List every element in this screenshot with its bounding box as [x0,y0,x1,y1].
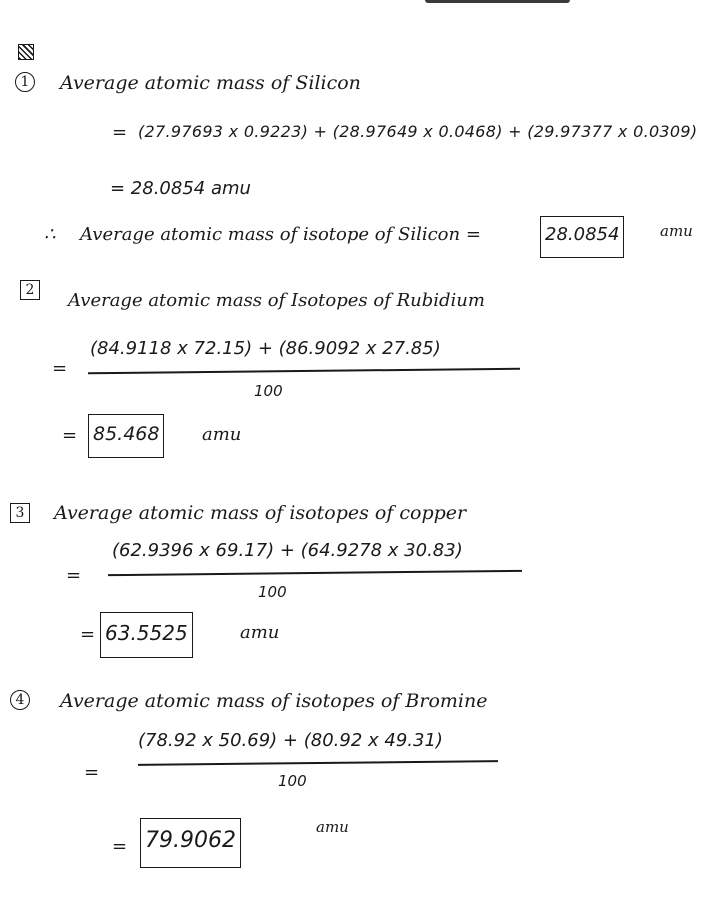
equals-sign: = [112,122,128,143]
unit: amu [240,622,280,643]
fraction-bar [88,368,520,374]
unit: amu [316,818,349,836]
denominator: 100 [258,583,287,601]
problem-title: Average atomic mass of isotopes of Bromine [60,690,488,712]
fraction-bar [138,760,498,765]
equals-sign-result: = [112,836,128,857]
denominator: 100 [278,772,307,790]
equals-sign: = [66,565,82,586]
numerator: (62.9396 x 69.17) + (64.9278 x 30.83) [112,540,463,561]
fraction-bar [108,570,522,576]
answer-box: 28.0854 [540,216,624,258]
equals-sign-result: = [62,425,78,446]
answer-box: 79.9062 [140,818,241,868]
equals-sign-result: = [80,624,96,645]
problem-number-circle: 1 [15,72,35,92]
problem-title: Average atomic mass of Silicon [60,72,361,94]
hatched-square-icon [18,44,34,60]
page-edge-artifact [425,0,570,3]
problem-number-box: 2 [20,280,40,300]
problem-number-circle: 4 [10,690,30,710]
numerator: (78.92 x 50.69) + (80.92 x 49.31) [138,730,443,751]
problem-title: Average atomic mass of Isotopes of Rubidium [68,290,485,311]
problem-title: Average atomic mass of isotopes of copper [54,502,467,524]
answer-box: 85.468 [88,414,164,458]
unit: amu [660,222,693,240]
equals-sign: = [84,762,100,783]
result-line: = 28.0854 amu [110,178,251,199]
therefore-symbol: ∴ [44,224,56,245]
expression: (27.97693 x 0.9223) + (28.97649 x 0.0468) + (29.97377 x 0.0309) [138,122,698,141]
answer-box: 63.5525 [100,612,193,658]
conclusion-text: Average atomic mass of isotope of Silicon = [80,224,481,245]
unit: amu [202,424,242,445]
numerator: (84.9118 x 72.15) + (86.9092 x 27.85) [90,338,441,359]
denominator: 100 [254,382,283,400]
equals-sign: = [52,358,68,379]
problem-number-box: 3 [10,503,30,523]
